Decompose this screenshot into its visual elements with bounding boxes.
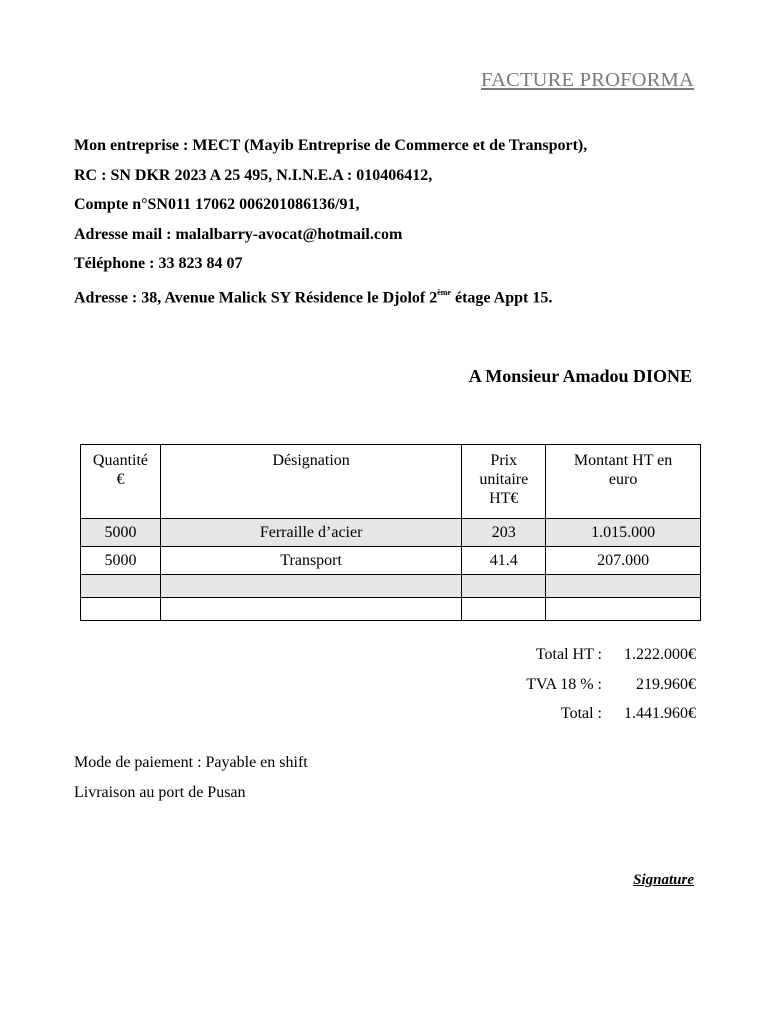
invoice-title: FACTURE PROFORMA [481, 69, 694, 91]
total-row [492, 705, 696, 735]
table-header-row [81, 445, 701, 519]
total-ht-label: Total HT : [535, 646, 602, 663]
cell-designation: Transport [160, 547, 461, 575]
payment-info [74, 753, 308, 812]
cell-unit-price [462, 575, 546, 598]
cell-unit-price [462, 598, 546, 621]
cell-quantity [81, 575, 161, 598]
header-designation: Désignation [160, 445, 461, 519]
address-part-2: étage Appt 15. [450, 289, 553, 307]
header-quantity-line1: Quantité [92, 452, 148, 469]
payment-mode: Mode de paiement : Payable en shift [74, 754, 308, 771]
signature-label: Signature [633, 872, 694, 888]
address-part-1: Adresse : 38, Avenue Malick SY Résidence le Djolof 2 [74, 289, 438, 307]
recipient: A Monsieur Amadou DIONE [468, 366, 692, 386]
cell-amount [546, 598, 701, 621]
cell-designation [160, 598, 461, 621]
tva-label: TVA 18 % : [526, 675, 602, 693]
tva-value: 219.960€ [636, 675, 696, 693]
company-phone: Téléphone : 33 823 84 07 [74, 255, 243, 273]
totals-block [492, 646, 696, 735]
cell-quantity: 5000 [81, 519, 161, 547]
company-email: Adresse mail : malalbarry-avocat@hotmail.com [74, 225, 403, 243]
delivery-info: Livraison au port de Pusan [74, 783, 246, 801]
invoice-table [80, 444, 701, 621]
header-amount [546, 445, 701, 519]
company-account: Compte n°SN011 17062 006201086136/91, [74, 196, 360, 214]
total-label: Total : [560, 705, 602, 722]
header-unit-price-line1: Prix [490, 452, 518, 469]
total-value: 1.441.960€ [624, 705, 696, 722]
cell-unit-price: 203 [462, 519, 546, 547]
table-row [81, 519, 701, 547]
cell-quantity [81, 598, 161, 621]
header-unit-price [462, 445, 546, 519]
company-registration: RC : SN DKR 2023 A 25 495, N.I.N.E.A : 010406412, [74, 166, 433, 184]
total-ht-row [492, 646, 696, 676]
cell-unit-price: 41.4 [462, 547, 546, 575]
table-row [81, 598, 701, 621]
header-amount-line1: Montant HT en [573, 452, 673, 469]
cell-designation [160, 575, 461, 598]
cell-designation: Ferraille d’acier [160, 519, 461, 547]
company-address [74, 283, 587, 313]
header-quantity [81, 445, 161, 519]
company-name: Mon entreprise : MECT (Mayib Entreprise de Commerce et de Transport), [74, 137, 588, 154]
cell-amount [546, 575, 701, 598]
address-superscript: ème [437, 287, 451, 297]
header-amount-line2: euro [608, 471, 638, 488]
cell-amount: 1.015.000 [546, 519, 701, 547]
header-unit-price-line3: HT€ [489, 490, 519, 507]
table-row [81, 547, 701, 575]
company-info [74, 135, 587, 313]
cell-amount: 207.000 [546, 547, 701, 575]
table-row [81, 575, 701, 598]
cell-quantity: 5000 [81, 547, 161, 575]
tva-row [492, 676, 696, 706]
total-ht-value: 1.222.000€ [624, 646, 696, 663]
header-unit-price-line2: unitaire [479, 471, 529, 488]
header-quantity-line2: € [116, 471, 125, 488]
